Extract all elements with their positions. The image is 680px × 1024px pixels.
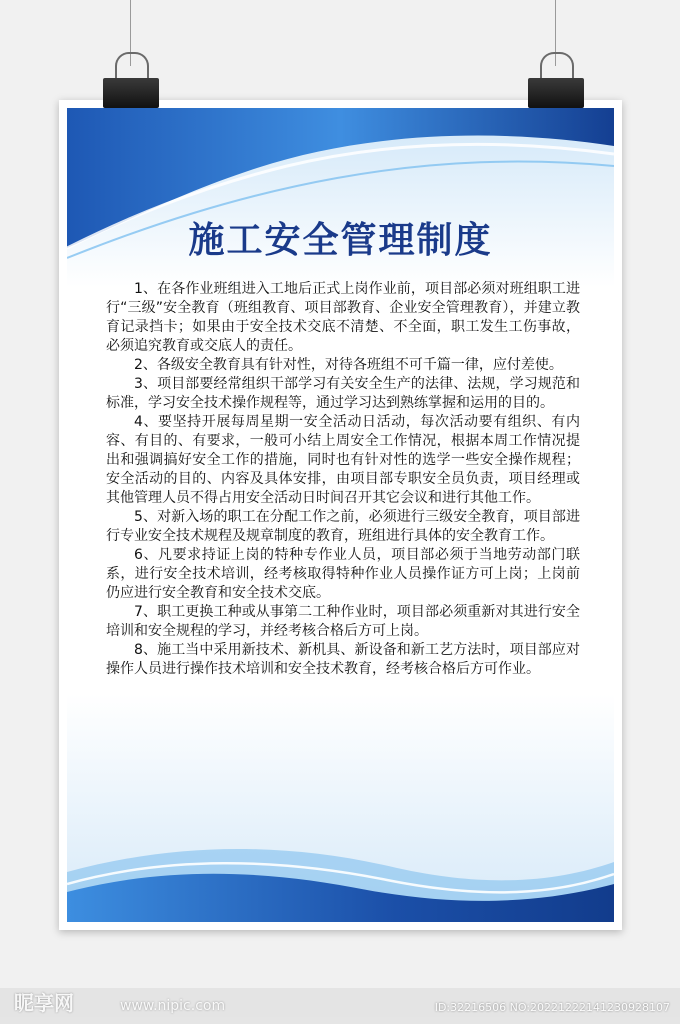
regulation-paragraph-5: 5、对新入场的职工在分配工作之前，必须进行三级安全教育，项目部进行专业安全技术规程及规章制度的教育，班组进行具体的安全教育工作。	[106, 509, 580, 544]
watermark-bar	[0, 988, 680, 1024]
regulation-paragraph-8: 8、施工当中采用新技术、新机具、新设备和新工艺方法时，项目部应对操作人员进行操作技术培训和安全技术教育，经考核合格后方可作业。	[106, 642, 580, 677]
poster-title: 施工安全管理制度	[188, 220, 493, 261]
regulation-paragraph-3: 3、项目部要经常组织干部学习有关安全生产的法律、法规，学习规范和标准，学习安全技术操作规程等，通过学习达到熟练掌握和运用的目的。	[106, 376, 580, 411]
watermark-logo: 昵享网	[14, 991, 74, 1015]
poster-panel	[67, 108, 614, 922]
regulation-content	[106, 280, 580, 679]
binder-clip-right	[528, 52, 584, 108]
binder-clip-jaw	[528, 78, 584, 108]
regulation-paragraph-2: 2、各级安全教育具有针对性，对待各班组不可千篇一律，应付差使。	[134, 357, 563, 373]
watermark-url: www.nipic.com	[120, 998, 226, 1014]
regulation-paragraph-1: 1、在各作业班组进入工地后正式上岗作业前，项目部必须对班组职工进行“三级”安全教育（班组教育、项目部教育、企业安全管理教育），并建立教育记录挡卡；如果由于安全技术交底不清楚、不全面，职工发生工伤事故，必须追究教育或交底人的责任。	[106, 281, 580, 354]
binder-clip-left	[103, 52, 159, 108]
regulation-paragraph-7: 7、职工更换工种或从事第二工种作业时，项目部必须重新对其进行安全培训和安全规程的学习，并经考核合格后方可上岗。	[106, 604, 580, 639]
poster	[59, 100, 622, 930]
bottom-wave-decoration	[67, 832, 614, 922]
binder-clip-jaw	[103, 78, 159, 108]
regulation-paragraph-4: 4、要坚持开展每周星期一安全活动日活动，每次活动要有组织、有内容、有目的、有要求，一般可小结上周安全工作情况，根据本周工作情况提出和强调搞好安全工作的措施，同时也有针对性的选学一些安全操作规程；安全活动的目的、内容及具体安排，由项目部专职安全员负责，项目经理或其他管理人员不得占用安全活动日时间召开其它会议和进行其他工作。	[106, 414, 580, 506]
regulation-paragraph-6: 6、凡要求持证上岗的特种专作业人员，项目部必须于当地劳动部门联系，进行安全技术培训，经考核取得特种作业人员操作证方可上岗；上岗前仍应进行安全教育和安全技术交底。	[106, 547, 580, 601]
watermark-id: ID:32216506 NO:20221222141230928107	[434, 1001, 670, 1014]
